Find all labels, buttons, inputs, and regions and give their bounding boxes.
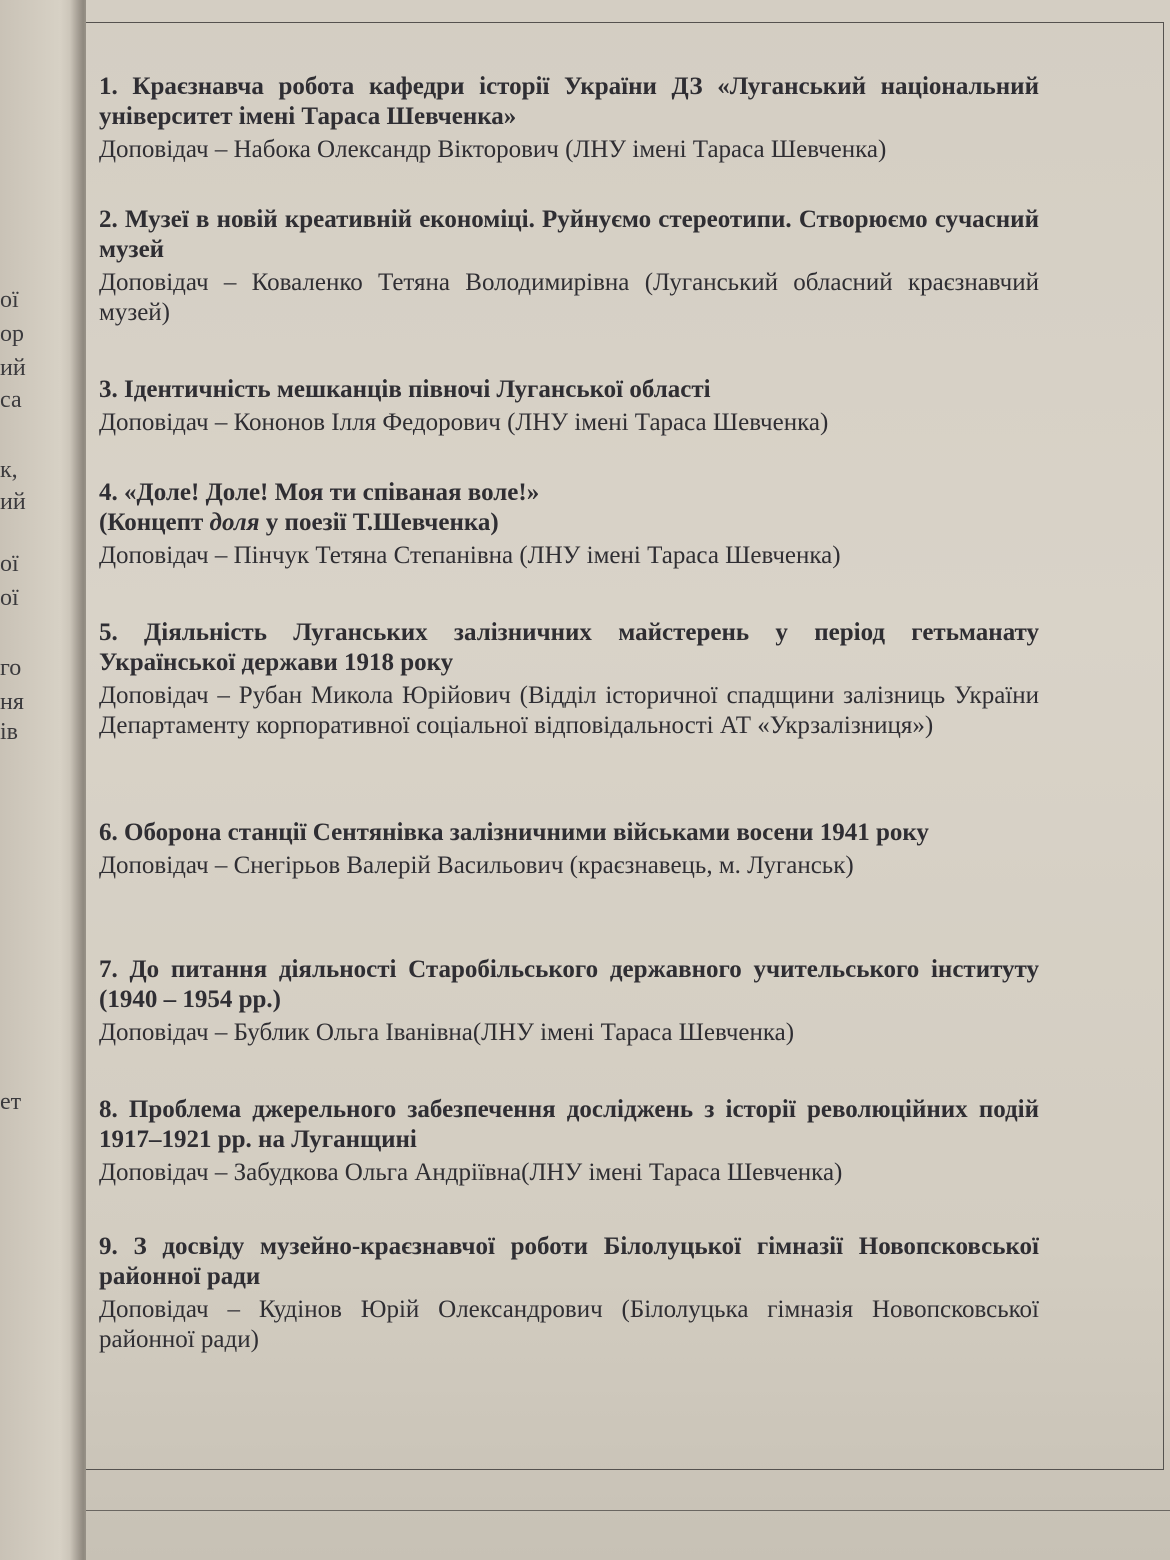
bottom-rule-line [86, 1510, 1170, 1511]
program-item-1 [99, 72, 1039, 165]
item-speaker: Доповідач – Кононов Ілля Федорович (ЛНУ імені Тараса Шевченка) [99, 409, 829, 436]
program-item-3 [99, 375, 1039, 438]
item-title: 7. До питання діяльності Старобільського державного учительського інституту (1940 – 1954 рр.) [99, 956, 1039, 1013]
left-page-fragment: ої [0, 585, 19, 611]
item-title-part: у поезії Т.Шевченка) [259, 509, 499, 536]
program-item-6 [99, 818, 1039, 881]
item-speaker: Доповідач – Забудкова Ольга Андріївна(ЛНУ імені Тараса Шевченка) [99, 1159, 843, 1186]
program-item-9 [99, 1232, 1039, 1355]
left-page-fragment: ої [0, 287, 19, 313]
item-title: 2. Музеї в новій креативній економіці. Руйнуємо стереотипи. Створюємо сучасний музей [99, 206, 1039, 263]
item-title: 1. Краєзнавча робота кафедри історії України ДЗ «Луганський національний університет імені Тараса Шевченка» [99, 73, 1039, 130]
item-title-line: 4. «Доле! Доле! Моя ти співаная воле!» [99, 479, 540, 506]
left-page-fragment: к, [0, 457, 18, 483]
item-speaker: Доповідач – Набока Олександр Вікторович (ЛНУ імені Тараса Шевченка) [99, 136, 887, 163]
item-title-part: (Концепт [99, 509, 210, 536]
left-page-fragment: ор [0, 321, 24, 347]
item-speaker: Доповідач – Пінчук Тетяна Степанівна (ЛНУ імені Тараса Шевченка) [99, 542, 841, 569]
program-item-4 [99, 478, 1039, 571]
left-page-fragment: ів [0, 719, 18, 745]
program-item-2 [99, 205, 1039, 328]
left-page-fragment: го [0, 655, 22, 681]
left-page-fragment: ий [0, 355, 26, 381]
item-title-emphasis: доля [209, 509, 260, 536]
item-title [99, 478, 1039, 538]
left-page-fragment: са [0, 387, 22, 413]
item-title: 8. Проблема джерельного забезпечення досліджень з історії революційних подій 1917–1921 рр. на Луганщині [99, 1096, 1039, 1153]
program-item-7 [99, 955, 1039, 1048]
item-speaker: Доповідач – Снегірьов Валерій Васильович (краєзнавець, м. Луганськ) [99, 852, 854, 879]
item-speaker: Доповідач – Бублик Ольга Іванівна(ЛНУ імені Тараса Шевченка) [99, 1019, 795, 1046]
item-title-line [99, 509, 499, 536]
item-title: 9. З досвіду музейно-краєзнавчої роботи Білолуцької гімназії Новопсковської районної ради [99, 1233, 1039, 1290]
program-item-8 [99, 1095, 1039, 1188]
program-item-5 [99, 618, 1039, 741]
item-title: 6. Оборона станції Сентянівка залізничними військами восени 1941 року [99, 819, 929, 846]
document-page [86, 0, 1170, 1560]
left-page-fragment: ий [0, 489, 26, 515]
item-speaker: Доповідач – Коваленко Тетяна Володимирівна (Луганський обласний краєзнавчий музей) [99, 269, 1039, 326]
item-title: 5. Діяльність Луганських залізничних майстерень у період гетьманату Української держави 1918 року [99, 619, 1039, 676]
left-page-fragment: ої [0, 551, 19, 577]
item-speaker: Доповідач – Кудінов Юрій Олександрович (Білолуцька гімназія Новопсковської районної ради) [99, 1296, 1039, 1353]
left-page-fragment: ет [0, 1089, 22, 1115]
item-speaker: Доповідач – Рубан Микола Юрійович (Відділ історичної спадщини залізниць України Департаменту корпоративної соціальної відповідальності АТ «Укрзалізниця») [99, 682, 1039, 739]
item-title: 3. Ідентичність мешканців півночі Луганської області [99, 376, 711, 403]
left-page-fragment: ня [0, 689, 24, 715]
